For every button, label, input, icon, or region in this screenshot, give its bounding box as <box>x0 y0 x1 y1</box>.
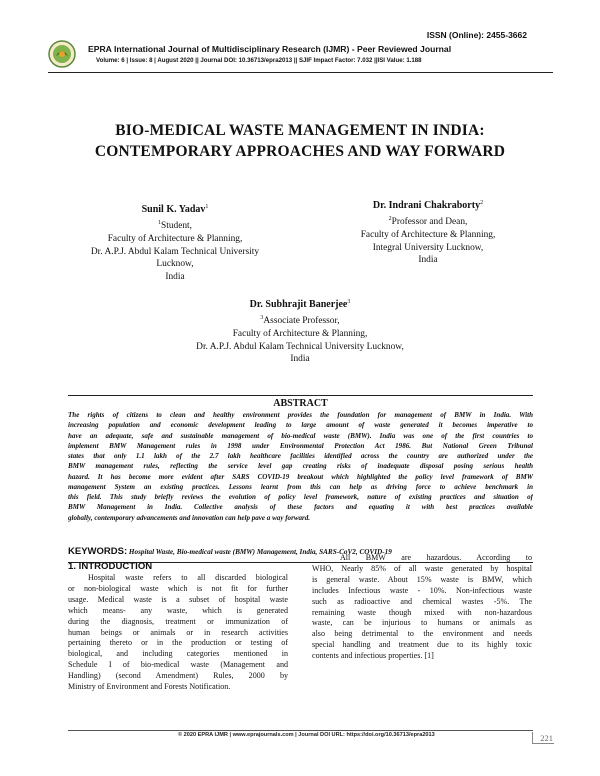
body-line: Schedule I of bio-medical waste (Management and <box>68 660 288 670</box>
body-line: Ministry of Environment and Forests Notification. <box>68 682 231 692</box>
abstract-line: BMW management rules, reflecting the service level gap creating risks of inadequate disposal posing serious health <box>68 462 533 471</box>
body-line: remaining waste though mixed with non-hazardous <box>312 607 532 617</box>
abstract-line: globally, contemporary advancements and innovation can help pave a way forward. <box>68 513 311 522</box>
abstract-line: The rights of citizens to clean and healthy environment provides the foundation for management of BMW in India. With <box>68 411 533 419</box>
body-line: human beings or animals or in research activities <box>68 627 288 637</box>
author-2: Dr. Indrani Chakraborty$^2$ $^2$Professor and Dean, Faculty of Architecture & Planning, Integral University Lucknow, India <box>332 197 524 267</box>
body-line: includes Infectious waste - 10%. Non-infectious waste <box>312 585 532 595</box>
body-line: biological, and including categories mentioned in <box>68 649 288 659</box>
body-line: special handling and treatment due to its highly toxic <box>312 640 532 650</box>
header-divider <box>48 72 553 73</box>
abstract-line: this field. This study briefly reviews the evolution of policy level framework, nature of existing practices and situation of <box>68 493 533 501</box>
body-right-column <box>312 553 532 662</box>
author-1-sup: 1 <box>205 204 209 210</box>
section-heading-introduction: 1. INTRODUCTION <box>68 561 153 572</box>
abstract-line: hazard. It has become more evident after SARS COVID-19 breakout which highlighted the policy level framework of BMW <box>68 472 533 481</box>
author-2-dept: Faculty of Architecture & Planning, <box>360 229 496 240</box>
abstract-body <box>68 410 533 523</box>
title-line-2: CONTEMPORARY APPROACHES AND WAY FORWARD <box>94 143 506 160</box>
body-left-column <box>68 573 288 693</box>
author-3-univ: Dr. A.P.J. Abdul Kalam Technical University Lucknow, <box>196 341 404 352</box>
body-line: such as radioactive and chemical wastes -5%. The <box>312 596 532 606</box>
author-3-sup: 3 <box>347 299 351 305</box>
author-1-univ: Dr. A.P.J. Abdul Kalam Technical University <box>90 246 260 257</box>
body-line: also being detrimental to the environment and needs <box>312 629 532 639</box>
abstract-line: states that only 1.1 lakh of the 2.7 lakh healthcare facilities identified across the country are authorized under the <box>68 452 533 460</box>
body-line: usage. Medical waste is a subset of hospital waste <box>68 594 288 604</box>
author-1-role: Student, <box>161 221 192 232</box>
body-line: pertaining thereto or in the production or testing of <box>68 638 288 648</box>
abstract-top-divider <box>68 395 533 396</box>
abstract-line: management System an existing practices. Lessons learnt from this can help as driving force to achieve benchmark in <box>68 482 533 491</box>
body-line: or non-biological waste which is not fit for further <box>68 583 288 593</box>
body-line: contents and infectious properties. [1] <box>312 651 434 661</box>
body-line: is general waste. About 15% waste is BMW, which <box>312 574 532 584</box>
author-3: Dr. Subhrajit Banerjee$^3$ $^3$Associate Professor, Faculty of Architecture & Planning, Dr. A.P.J. Abdul Kalam Technical University Lucknow, India <box>160 296 440 366</box>
abstract-line: have an adequate, safe and sustainable management of bio-medical waste (BMW). India was one of the first countries to <box>68 431 533 440</box>
author-1-country: India <box>165 272 185 283</box>
author-1-dept: Faculty of Architecture & Planning, <box>107 233 243 244</box>
author-2-univ: Integral University Lucknow, <box>372 242 484 253</box>
body-line: All BMW are hazardous. According to <box>340 553 532 562</box>
body-line: Hospital waste refers to all discarded biological <box>88 573 288 582</box>
abstract-line: increasing population and economic development leading to large amount of waste generated it becomes imperative to <box>68 421 533 430</box>
author-1-name: Sunil K. Yadav <box>141 204 206 216</box>
author-2-role: Professor and Dean, <box>391 217 468 228</box>
author-2-country: India <box>418 255 438 266</box>
abstract-line: implement BMW Management rules in 1998 under Environmental Protection Act 1986. But National Green Tribunal <box>68 441 533 450</box>
footer-divider <box>68 730 533 731</box>
author-2-sup: 2 <box>480 200 484 206</box>
issn: ISSN (Online): 2455-3662 <box>426 30 527 40</box>
keywords-label: KEYWORDS: <box>68 546 128 557</box>
abstract-heading: ABSTRACT <box>273 398 328 409</box>
author-2-name: Dr. Indrani Chakraborty <box>372 200 481 212</box>
journal-logo-icon <box>48 40 76 68</box>
journal-meta: Volume: 6 | Issue: 8 | August 2020 || Journal DOI: 10.36713/epra2013 || SJIF Impact Factor: 7.032 ||ISI Value: 1.188 <box>96 57 422 64</box>
title-line-1: BIO-MEDICAL WASTE MANAGEMENT IN INDIA: <box>115 122 485 139</box>
body-line: during the diagnosis, treatment or immunization of <box>68 616 288 626</box>
body-line: WHO, Nearly 85% of all waste generated by hospital <box>312 563 532 573</box>
author-1-city: Lucknow, <box>156 259 194 270</box>
keywords-text: Hospital Waste, Bio-medical waste (BMW) Management, India, SARS-CoV2, COVID-19 <box>128 548 392 556</box>
body-line: which means- any waste, which is generated <box>68 605 288 615</box>
author-3-role: Associate Professor, <box>263 316 340 327</box>
journal-name: EPRA International Journal of Multidisciplinary Research (IJMR) - Peer Reviewed Journal <box>88 44 452 54</box>
body-line: Handling) (second Amendment) Rules, 2000 by <box>68 671 288 681</box>
author-1: Sunil K. Yadav$^1$ $^1$Student, Faculty of Architecture & Planning, Dr. A.P.J. Abdul Kalam Technical University Lucknow, India <box>60 201 290 284</box>
body-line: waste, can be injurious to humans or animals as <box>312 618 532 628</box>
paper-title <box>40 120 560 162</box>
author-3-country: India <box>290 354 310 365</box>
page-number: 221 <box>532 732 554 744</box>
author-3-dept: Faculty of Architecture & Planning, <box>232 328 368 339</box>
author-3-name: Dr. Subhrajit Banerjee <box>249 299 348 311</box>
footer-text: © 2020 EPRA IJMR | www.eprajournals.com | Journal DOI URL: https://doi.org/10.36713/epra2013 <box>178 732 435 738</box>
abstract-line: BMW Management in India. Collective analysis of these factors and equating it with best practices available <box>68 503 533 512</box>
